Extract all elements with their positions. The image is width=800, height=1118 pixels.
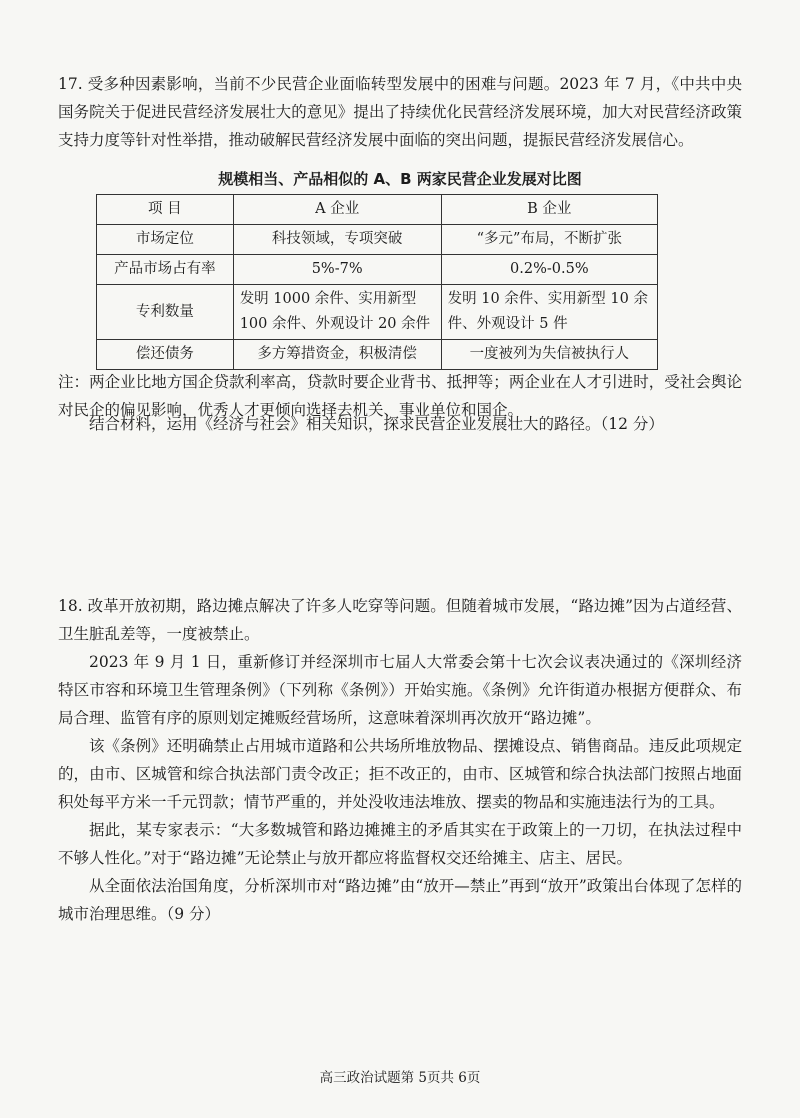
cell-a: 多方筹措资金，积极清偿: [233, 340, 441, 370]
page-footer: 高三政治试题第 5页共 6页: [319, 1070, 481, 1086]
table-row: [97, 285, 658, 340]
q18-question: 从全面依法治国角度，分析深圳市对“路边摊”由“放开—禁止”再到“放开”政策出台体现了怎样的城市治理思维。（9 分）: [58, 877, 742, 923]
cell-a: 科技领域，专项突破: [233, 225, 441, 255]
q18-paragraph-2: 2023 年 9 月 1 日，重新修订并经深圳市七届人大常委会第十七次会议表决通过的《深圳经济特区市容和环境卫生管理条例》（下列称《条例》）开始实施。《条例》允许街道办根据方便群众、布局合理、监管有序的原则划定摊贩经营场所，这意味着深圳再次放开“路边摊”。: [58, 653, 742, 727]
cell-a: 发明 1000 余件、实用新型 100 余件、外观设计 20 余件: [233, 285, 441, 340]
header-company-b: B 企业: [441, 195, 657, 225]
q18-paragraph-3: 该《条例》还明确禁止占用城市道路和公共场所堆放物品、摆摊设点、销售商品。违反此项规定的，由市、区城管和综合执法部门责令改正；拒不改正的，由市、区城管和综合执法部门按照占地面积处每平方米一千元罚款；情节严重的，并处没收违法堆放、摆卖的物品和实施违法行为的工具。: [58, 737, 742, 811]
q17-note: 注：两企业比地方国企贷款利率高，贷款时要企业背书、抵押等；两企业在人才引进时，受社会舆论对民企的偏见影响，优秀人才更倾向选择去机关、事业单位和国企。: [58, 373, 742, 419]
table-row: [97, 255, 658, 285]
header-item: 项 目: [97, 195, 234, 225]
cell-b: 一度被列为失信被执行人: [441, 340, 657, 370]
q17-intro: 17. 受多种因素影响，当前不少民营企业面临转型发展中的困难与问题。2023 年 7 月，《中共中央 国务院关于促进民营经济发展壮大的意见》提出了持续优化民营经济发展环境，加大对民营经济政策支持力度等针对性举措，推动破解民营经济发展中面临的突出问题，提振民营经济发展信心。: [58, 75, 742, 149]
row-label: 市场定位: [97, 225, 234, 255]
table-header-row: [97, 195, 658, 225]
q18-paragraph-4: 据此，某专家表示：“大多数城管和路边摊摊主的矛盾其实在于政策上的一刀切，在执法过程中不够人性化。”对于“路边摊”无论禁止与放开都应将监督权交还给摊主、店主、居民。: [58, 821, 742, 867]
cell-b: 发明 10 余件、实用新型 10 余件、外观设计 5 件: [441, 285, 657, 340]
cell-b: 0.2%-0.5%: [441, 255, 657, 285]
cell-a: 5%-7%: [233, 255, 441, 285]
row-label: 偿还债务: [97, 340, 234, 370]
table-row: [97, 340, 658, 370]
header-company-a: A 企业: [233, 195, 441, 225]
comparison-table: [96, 194, 658, 370]
cell-b: “多元”布局，不断扩张: [441, 225, 657, 255]
row-label: 专利数量: [97, 285, 234, 340]
row-label: 产品市场占有率: [97, 255, 234, 285]
q17-question: 结合材料，运用《经济与社会》相关知识，探求民营企业发展壮大的路径。（12 分）: [89, 415, 664, 433]
table-title: 规模相当、产品相似的 A、B 两家民营企业发展对比图: [218, 170, 582, 188]
table-row: [97, 225, 658, 255]
q18-paragraph-1: 18. 改革开放初期，路边摊点解决了许多人吃穿等问题。但随着城市发展，“路边摊”因为占道经营、卫生脏乱差等，一度被禁止。: [58, 597, 742, 643]
